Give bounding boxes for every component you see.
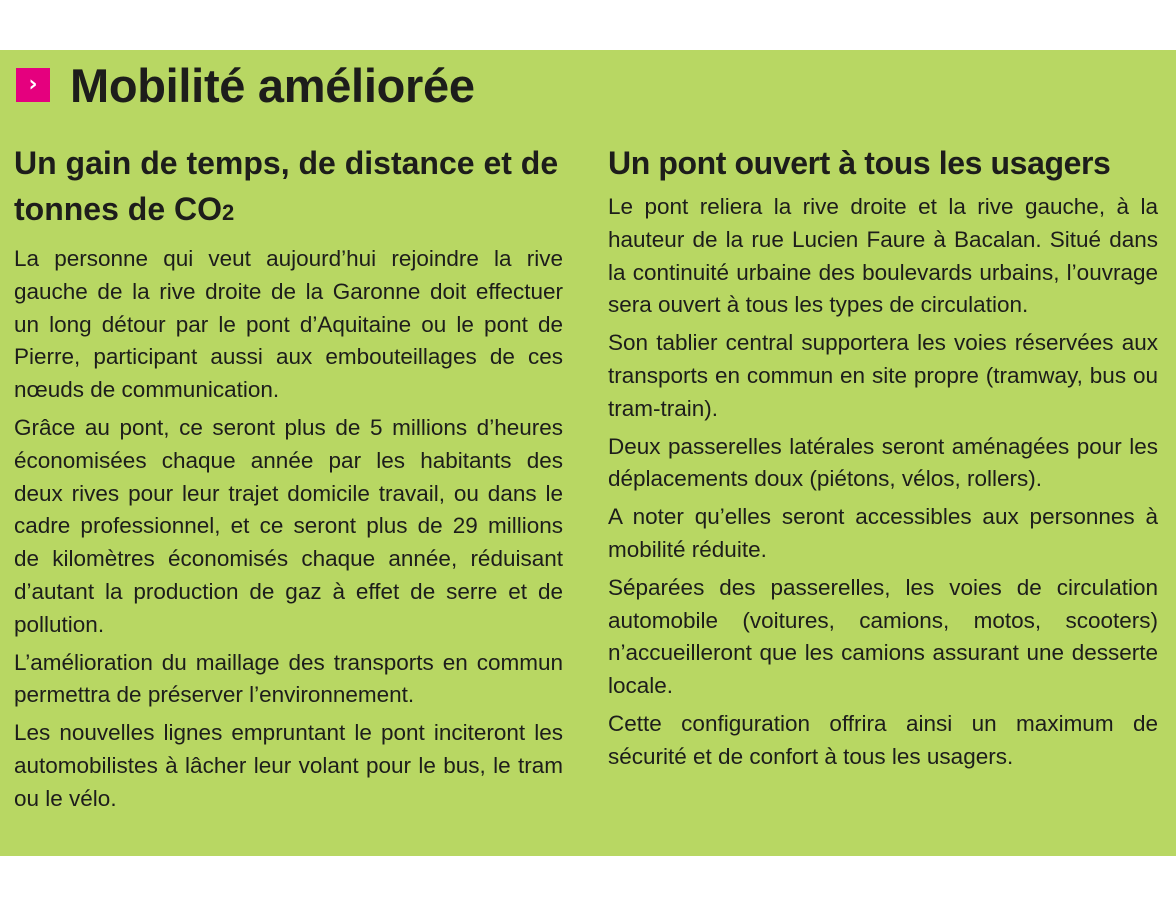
right-paragraph-1: Le pont reliera la rive droite et la rive gauche, à la hauteur de la rue Lucien Faure à Bacalan. Situé dans la continuité urbaine des boulevards urbains, l’ouvrage sera ouvert à tous les types de circulation. [608, 194, 1158, 318]
right-paragraph-2: Son tablier central supportera les voies réservées aux transports en commun en site propre (tramway, bus ou tram-train). [608, 330, 1158, 421]
chevron-right-icon: › [16, 68, 50, 102]
right-paragraph-6: Cette configuration offrira ainsi un maximum de sécurité et de confort à tous les usagers. [608, 710, 1158, 769]
title-row [16, 56, 475, 114]
article-panel [0, 50, 1176, 856]
page-title: Mobilité améliorée [70, 58, 475, 112]
left-heading-subscript: 2 [222, 200, 235, 225]
left-heading-text: Un gain de temps, de distance et de tonnes de CO [14, 145, 559, 227]
right-paragraph-4: A noter qu’elles seront accessibles aux personnes à mobilité réduite. [608, 504, 1158, 562]
right-paragraph-3: Deux passerelles latérales seront aménagées pour les déplacements doux (piétons, vélos, rollers). [608, 433, 1158, 492]
left-column [14, 140, 563, 821]
right-heading: Un pont ouvert à tous les usagers [608, 145, 1111, 181]
right-paragraph-5: Séparées des passerelles, les voies de circulation automobile (voitures, camions, motos, scooters) n’accueilleront que les camions assurant une desserte locale. [608, 574, 1158, 699]
left-paragraph-1: La personne qui veut aujourd’hui rejoindre la rive gauche de la rive droite de la Garonne doit effectuer un long détour par le pont d’Aquitaine ou le pont de Pierre, participant aussi aux embouteillages de ces nœuds de communication. [14, 246, 563, 403]
left-paragraph-4: Les nouvelles lignes empruntant le pont inciteront les automobilistes à lâcher leur volant pour le bus, le tram ou le vélo. [14, 720, 563, 811]
left-heading [14, 140, 563, 236]
left-paragraph-2: Grâce au pont, ce seront plus de 5 millions d’heures économisées chaque année par les habitants des deux rives pour leur trajet domicile travail, ou dans le cadre professionnel, et ce seront plus de 29 millions de kilomètres économisés chaque année, réduisant d’autant la production de gaz à effet de serre et de pollution. [14, 414, 563, 637]
left-paragraph-3: L’amélioration du maillage des transports en commun permettra de préserver l’environnement. [14, 649, 563, 708]
right-column [608, 140, 1158, 779]
